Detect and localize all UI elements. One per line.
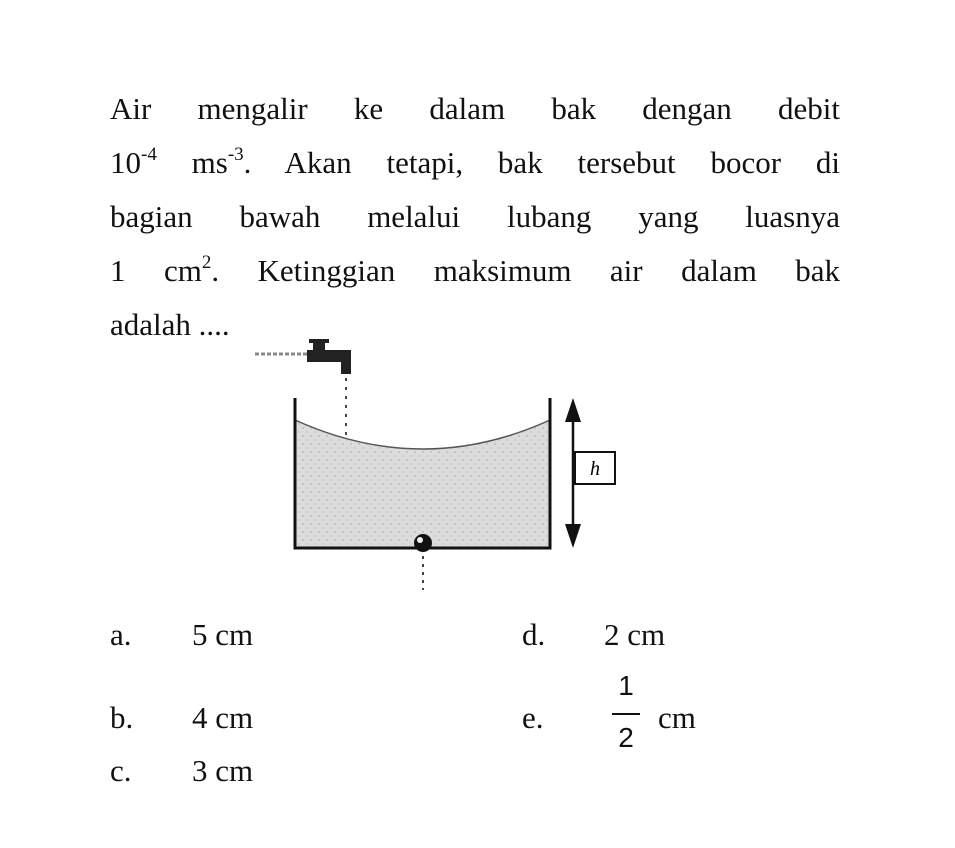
height-label: h xyxy=(590,458,600,480)
option-d[interactable] xyxy=(522,617,772,657)
option-a[interactable] xyxy=(110,617,360,657)
option-c-value: 3 cm xyxy=(192,753,254,788)
debit-unit: ms xyxy=(156,145,228,180)
question-line-2 xyxy=(110,136,840,190)
question-line-1: Air mengalir ke dalam bak dengan debit xyxy=(110,91,840,126)
leak-hole-icon xyxy=(414,534,432,552)
option-c-letter: c. xyxy=(110,753,132,788)
faucet-icon xyxy=(255,339,351,374)
option-d-value: 2 cm xyxy=(604,617,666,652)
option-e-unit: cm xyxy=(658,700,696,735)
hole-area-value: 1 cm xyxy=(110,253,202,288)
option-c[interactable] xyxy=(110,753,360,793)
option-e-denominator: 2 xyxy=(618,722,634,753)
option-e-numerator: 1 xyxy=(618,670,634,701)
question-line-5: adalah .... xyxy=(110,307,230,342)
option-b[interactable] xyxy=(110,700,360,740)
option-e-letter: e. xyxy=(522,700,544,735)
debit-exponent: -4 xyxy=(141,143,157,165)
hole-area-exponent: 2 xyxy=(201,251,212,273)
option-a-value: 5 cm xyxy=(192,617,254,652)
water-body xyxy=(295,420,550,548)
question-line-4-rest: . Ketinggian maksimum air dalam bak xyxy=(211,253,841,288)
question-line-4 xyxy=(110,244,840,298)
option-b-value: 4 cm xyxy=(192,700,254,735)
debit-base: 10 xyxy=(110,145,141,180)
option-b-letter: b. xyxy=(110,700,134,735)
tank-diagram xyxy=(245,330,645,600)
question-line-2-rest: . Akan tetapi, bak tersebut bocor di xyxy=(243,145,840,180)
option-e[interactable] xyxy=(522,670,772,760)
option-d-letter: d. xyxy=(522,617,546,652)
debit-unit-exponent: -3 xyxy=(227,143,244,165)
fraction-bar xyxy=(612,713,640,715)
option-a-letter: a. xyxy=(110,617,132,652)
question-text xyxy=(110,82,840,352)
question-line-3: bagian bawah melalui lubang yang luasnya xyxy=(110,199,840,234)
